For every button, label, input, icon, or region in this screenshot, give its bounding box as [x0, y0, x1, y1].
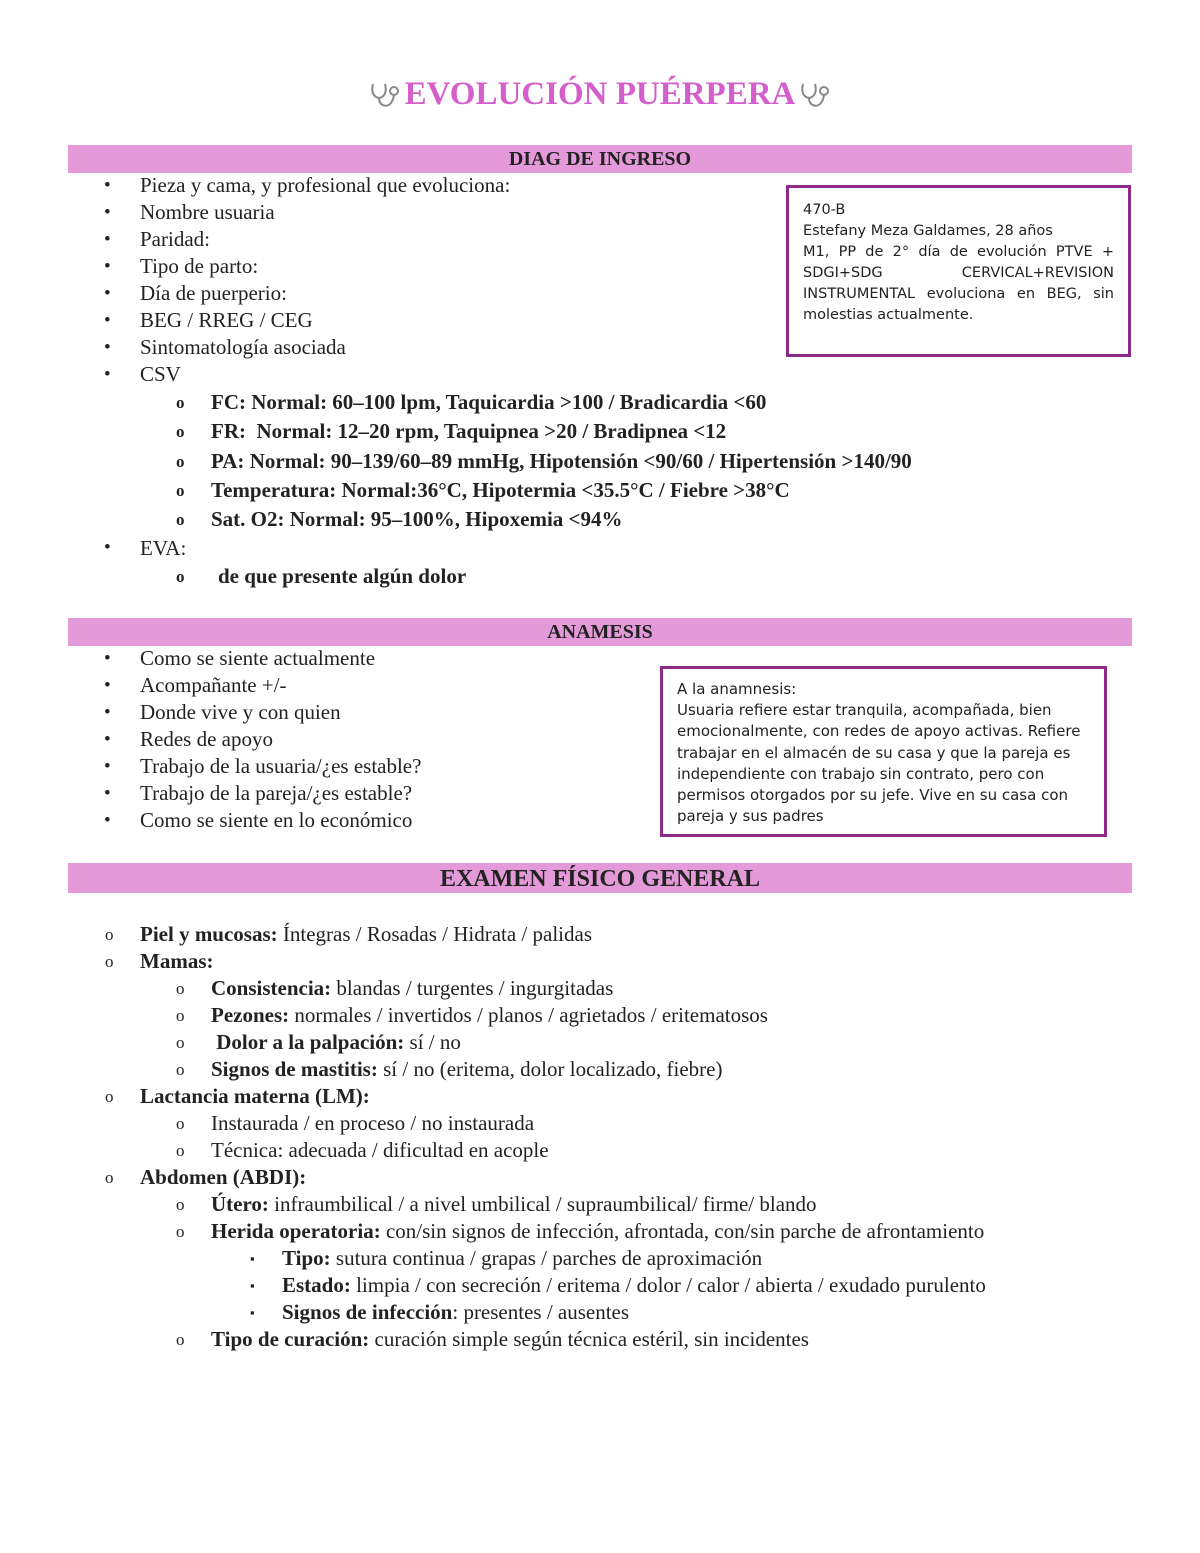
exam-item-lactancia-tecnica: o Técnica: adecuada / dificultad en acople	[0, 1137, 1200, 1164]
page-title	[0, 74, 1200, 114]
list-item: • Acompañante +/-	[0, 672, 1200, 699]
list-item: • Nombre usuaria	[0, 199, 1200, 226]
list-item: • Donde vive y con quien	[0, 699, 1200, 726]
anamnesis-note-text: Usuaria refiere estar tranquila, acompañada, bien emocionalmente, con redes de apoyo activas. Refiere trabajar en el almacén de su casa y que la pareja es independiente con trabajo sin contrato, pero con permisos otorgados por su jefe. Vive en su casa con pareja y sus padres	[677, 701, 1081, 826]
exam-item-consistencia: o Consistencia: blandas / turgentes / ingurgitadas	[0, 975, 1200, 1002]
eva-sub-item: o de que presente algún dolor	[0, 562, 1200, 591]
list-item: • BEG / RREG / CEG	[0, 307, 1200, 334]
section-header-diag: DIAG DE INGRESO	[68, 145, 1132, 173]
exam-item-mastitis: o Signos de mastitis: sí / no (eritema, dolor localizado, fiebre)	[0, 1056, 1200, 1083]
exam-item-tipo: ▪ Tipo: sutura continua / grapas / parches de aproximación	[0, 1245, 1200, 1272]
list-item: • Tipo de parto:	[0, 253, 1200, 280]
bed-number: 470-B	[803, 202, 846, 218]
list-item: • Paridad:	[0, 226, 1200, 253]
list-item: • Pieza y cama, y profesional que evoluciona:	[0, 172, 1200, 199]
patient-summary-box	[786, 185, 1131, 357]
exam-item-herida: o Herida operatoria: con/sin signos de infección, afrontada, con/sin parche de afrontamiento	[0, 1218, 1200, 1245]
exam-item-estado: ▪ Estado: limpia / con secreción / eritema / dolor / calor / abierta / exudado purulento	[0, 1272, 1200, 1299]
section-header-anamnesis: ANAMESIS	[68, 618, 1132, 646]
exam-item-lactancia: o Lactancia materna (LM):	[0, 1083, 1200, 1110]
csv-item-sat: o Sat. O2: Normal: 95–100%, Hipoxemia <94%	[0, 505, 1200, 534]
exam-item-pezones: o Pezones: normales / invertidos / planos / agrietados / eritematosos	[0, 1002, 1200, 1029]
exam-item-abdomen: o Abdomen (ABDI):	[0, 1164, 1200, 1191]
section-header-examen: EXAMEN FÍSICO GENERAL	[68, 863, 1132, 893]
list-item: • Como se siente actualmente	[0, 645, 1200, 672]
list-item: • Sintomatología asociada	[0, 334, 1200, 361]
csv-item-fr: o FR: Normal: 12–20 rpm, Taquipnea >20 / Bradipnea <12	[0, 417, 1200, 446]
stethoscope-icon	[367, 81, 403, 111]
anamnesis-note-box	[660, 666, 1107, 837]
list-item: • Día de puerperio:	[0, 280, 1200, 307]
patient-name: Estefany Meza Galdames, 28 años	[803, 223, 1053, 239]
title-text: EVOLUCIÓN PUÉRPERA	[404, 76, 796, 112]
exam-item-lactancia-estado: o Instaurada / en proceso / no instaurada	[0, 1110, 1200, 1137]
exam-item-dolor: o Dolor a la palpación: sí / no	[0, 1029, 1200, 1056]
list-item: • CSV	[0, 361, 1200, 388]
list-item: • Trabajo de la pareja/¿es estable?	[0, 780, 1200, 807]
exam-item-mamas: o Mamas:	[0, 948, 1200, 975]
list-item: • Trabajo de la usuaria/¿es estable?	[0, 753, 1200, 780]
csv-item-pa: o PA: Normal: 90–139/60–89 mmHg, Hipotensión <90/60 / Hipertensión >140/90	[0, 447, 1200, 476]
exam-item-utero: o Útero: infraumbilical / a nivel umbilical / supraumbilical/ firme/ blando	[0, 1191, 1200, 1218]
list-item-eva: • EVA:	[0, 534, 1200, 562]
examen-list	[0, 921, 1200, 1353]
csv-item-fc: o FC: Normal: 60–100 lpm, Taquicardia >100 / Bradicardia <60	[0, 388, 1200, 417]
stethoscope-icon	[797, 81, 833, 111]
list-item: • Redes de apoyo	[0, 726, 1200, 753]
exam-item-signos: ▪ Signos de infección: presentes / ausentes	[0, 1299, 1200, 1326]
exam-item-piel: o Piel y mucosas: Íntegras / Rosadas / Hidrata / palidas	[0, 921, 1200, 948]
csv-item-temperatura: o Temperatura: Normal:36°C, Hipotermia <35.5°C / Fiebre >38°C	[0, 476, 1200, 505]
anamnesis-note-title: A la anamnesis:	[677, 680, 797, 698]
patient-summary: M1, PP de 2° día de evolución PTVE + SDGI+SDG CERVICAL+REVISION INSTRUMENTAL evoluciona en BEG, sin molestias actualmente.	[803, 244, 1114, 323]
exam-item-curacion: o Tipo de curación: curación simple según técnica estéril, sin incidentes	[0, 1326, 1200, 1353]
list-item: • Como se siente en lo económico	[0, 807, 1200, 834]
